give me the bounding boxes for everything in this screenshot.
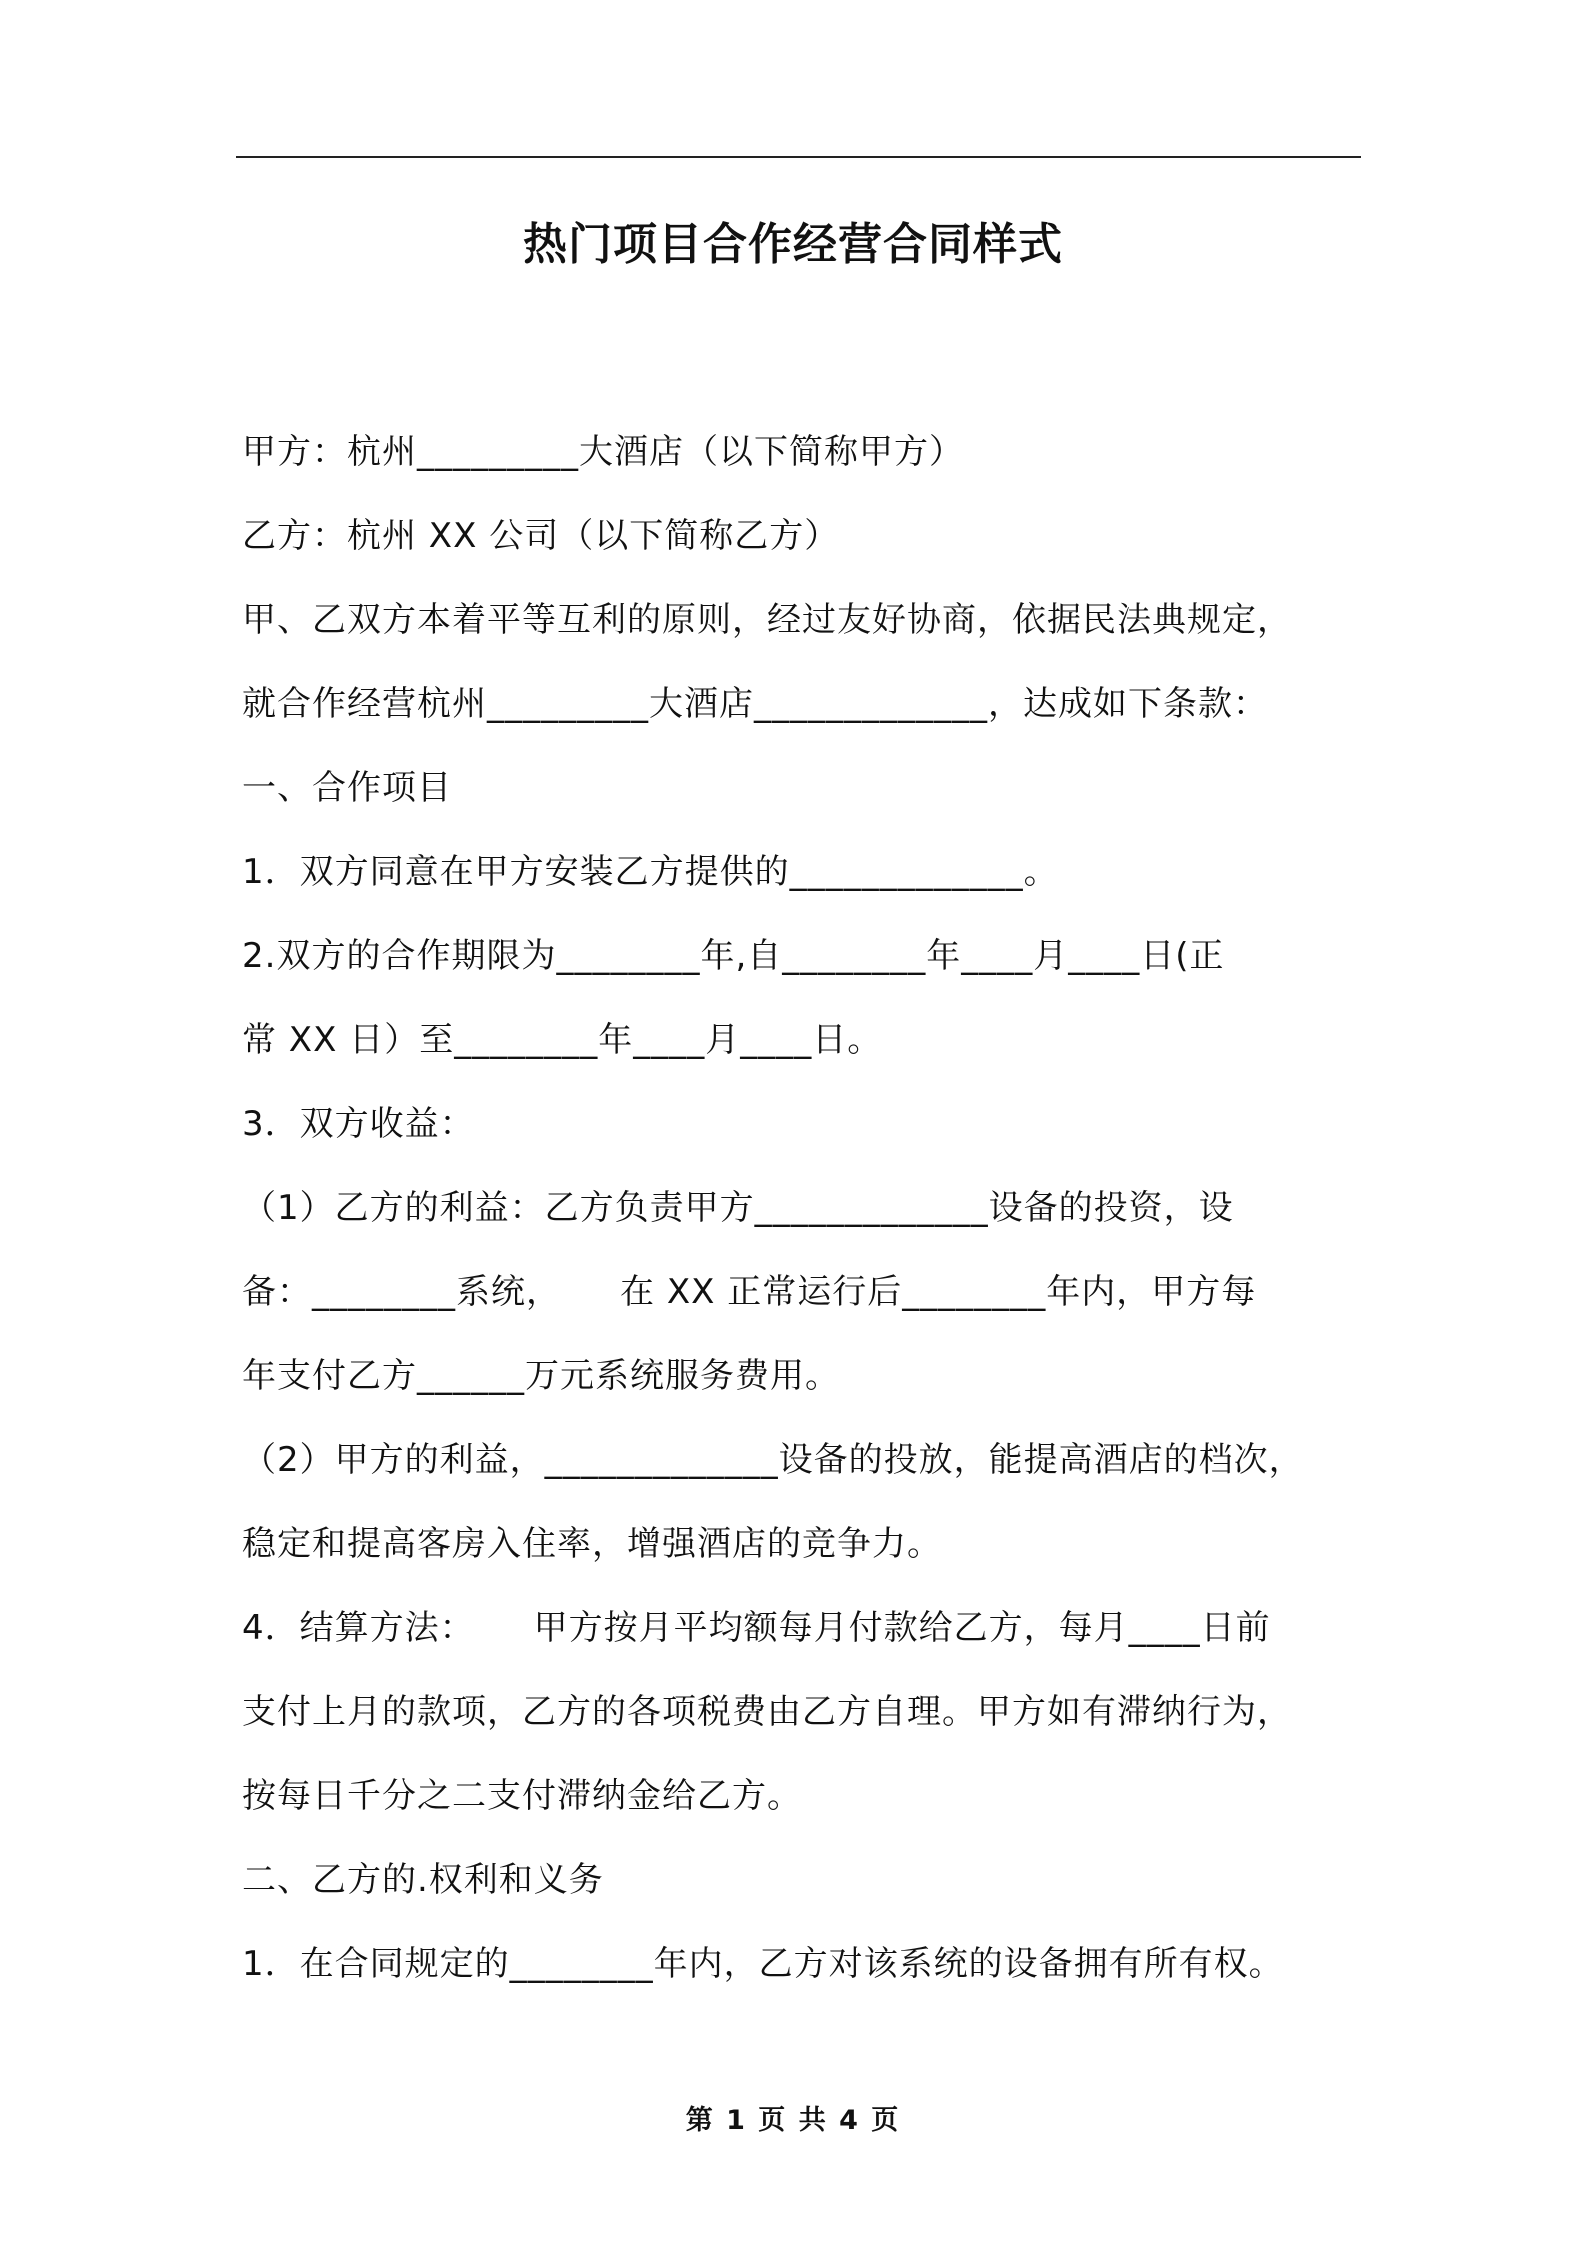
clause-1-2-line-2: 常 XX 日）至________年____月____日。: [242, 1020, 883, 1060]
clause-1-2-line-1: 2.双方的合作期限为________年,自________年____月____日(正: [242, 936, 1225, 976]
party-b-line: 乙方：杭州 XX 公司（以下简称乙方）: [242, 516, 840, 556]
preamble-line-2: 就合作经营杭州_________大酒店_____________，达成如下条款：: [242, 684, 1268, 724]
header-rule: [236, 156, 1361, 158]
page-number-footer: 第 1 页 共 4 页: [685, 2105, 901, 2136]
clause-1-4-line-3: 按每日千分之二支付滞纳金给乙方。: [242, 1776, 802, 1816]
clause-2-1: 1．在合同规定的________年内，乙方对该系统的设备拥有所有权。: [242, 1944, 1284, 1984]
clause-1-3-1-line-3: 年支付乙方______万元系统服务费用。: [242, 1356, 840, 1396]
clause-1-1: 1．双方同意在甲方安装乙方提供的_____________。: [242, 852, 1059, 892]
clause-1-3-1-line-2: 备：________系统， 在 XX 正常运行后________年内，甲方每: [242, 1272, 1257, 1312]
clause-1-4-line-1: 4．结算方法： 甲方按月平均额每月付款给乙方，每月____日前: [242, 1608, 1271, 1648]
preamble-line-1: 甲、乙双方本着平等互利的原则，经过友好协商，依据民法典规定，: [242, 600, 1292, 640]
section-2-heading: 二、乙方的.权利和义务: [242, 1860, 604, 1900]
contract-body: [242, 410, 1362, 2006]
clause-1-3-2-line-2: 稳定和提高客房入住率，增强酒店的竞争力。: [242, 1524, 942, 1564]
clause-1-3-1-line-1: （1）乙方的利益：乙方负责甲方_____________设备的投资，设: [242, 1188, 1234, 1228]
clause-1-3-heading: 3．双方收益：: [242, 1104, 475, 1144]
party-a-line: 甲方：杭州_________大酒店（以下简称甲方）: [242, 432, 964, 472]
section-1-heading: 一、合作项目: [242, 768, 452, 808]
clause-1-3-2-line-1: （2）甲方的利益，_____________设备的投放，能提高酒店的档次，: [242, 1440, 1304, 1480]
clause-1-4-line-2: 支付上月的款项，乙方的各项税费由乙方自理。甲方如有滞纳行为，: [242, 1692, 1292, 1732]
document-title: 热门项目合作经营合同样式: [523, 219, 1063, 270]
